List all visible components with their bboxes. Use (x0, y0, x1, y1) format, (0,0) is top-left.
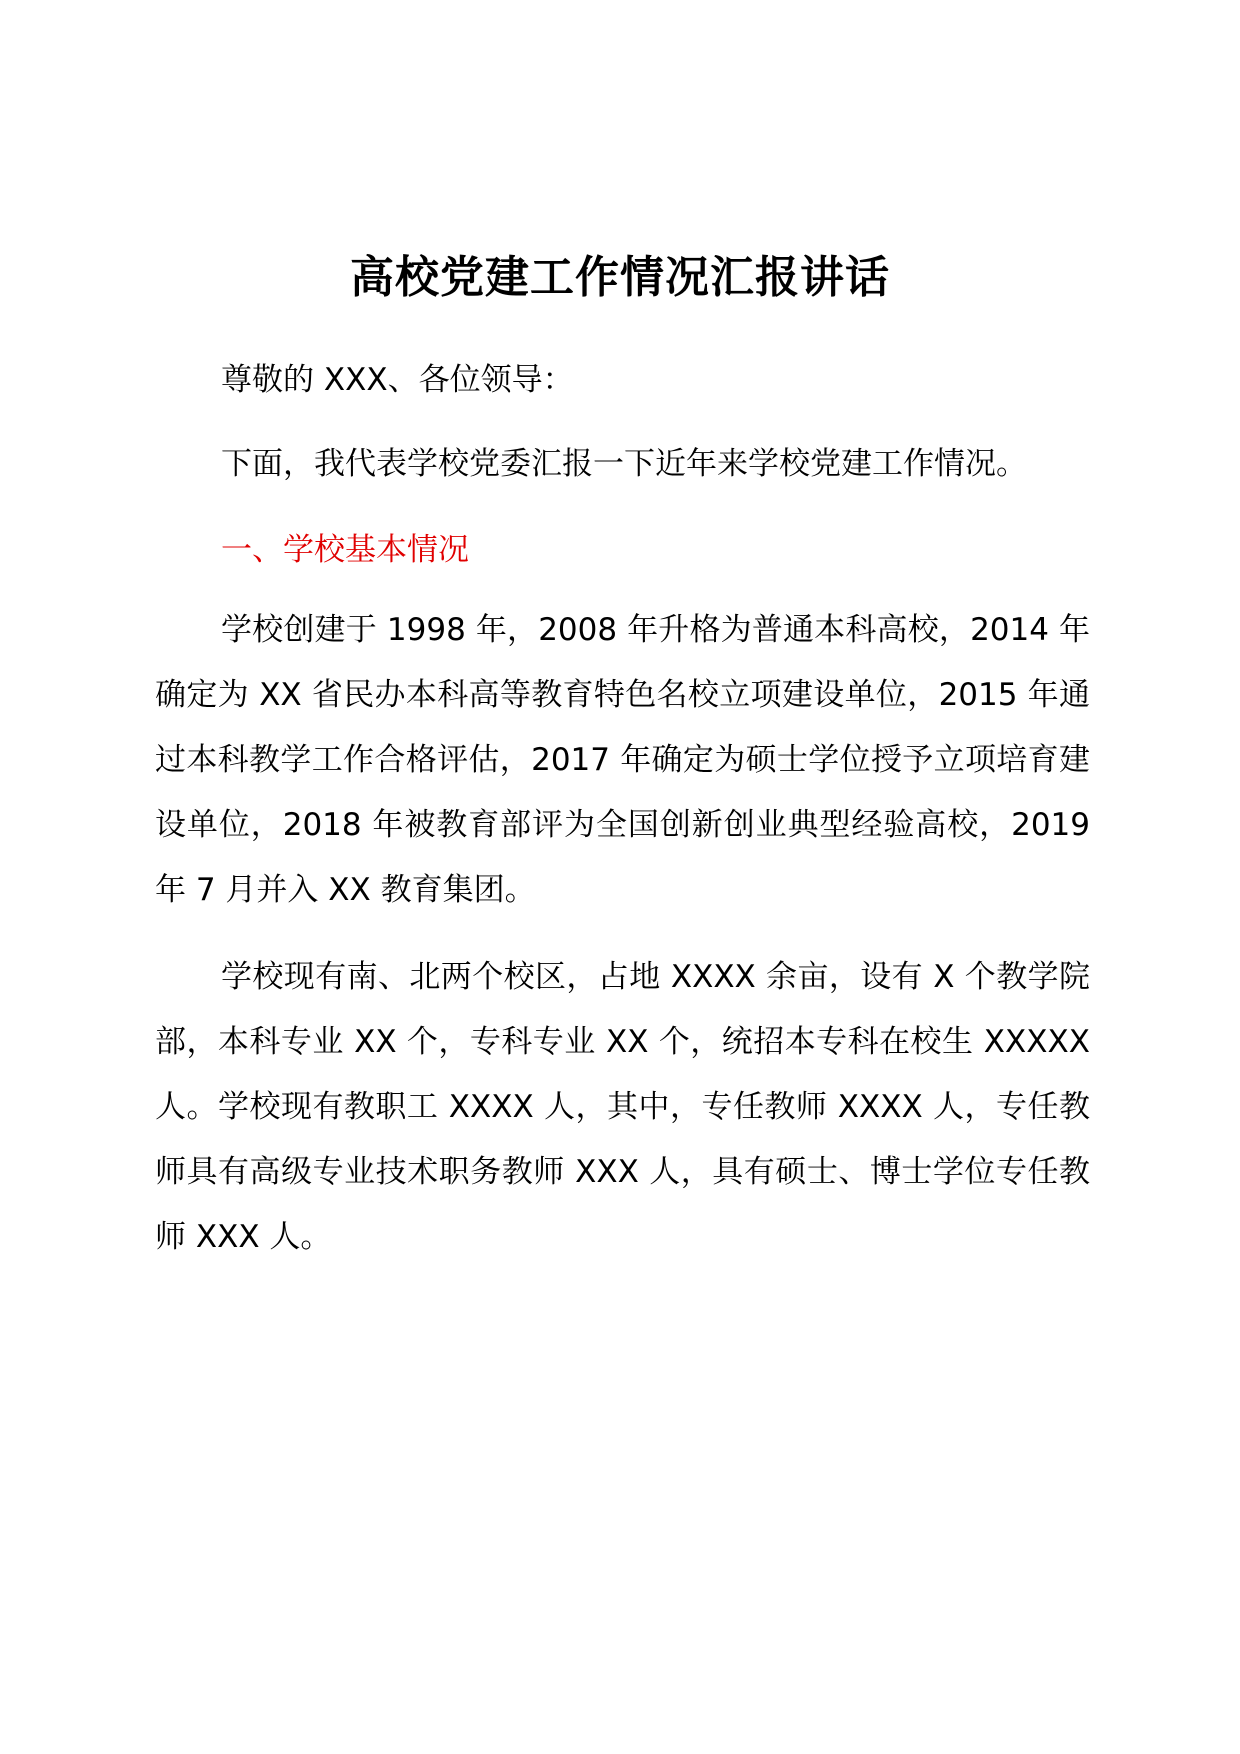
paragraph-school-facts: 学校现有南、北两个校区，占地 XXXX 余亩，设有 X 个教学院部，本科专业 XX 个，专科专业 XX 个，统招本专科在校生 XXXXX 人。学校现有教职工 XXXX 人，其中，专任教师 XXXX 人，专任教师具有高级专业技术职务教师 XXX 人，具有硕士、博士学位专任教师 XXX 人。 (155, 959, 1090, 1255)
document-title: 高校党建工作情况汇报讲话 (350, 252, 890, 303)
paragraph-school-history: 学校创建于 1998 年，2008 年升格为普通本科高校，2014 年确定为 XX 省民办本科高等教育特色名校立项建设单位，2015 年通过本科教学工作合格评估，2017 年确定为硕士学位授予立项培育建设单位，2018 年被教育部评为全国创新创业典型经验高校，2019 年 7 月并入 XX 教育集团。 (155, 612, 1090, 908)
section-heading: 一、学校基本情况 (221, 532, 469, 568)
intro-paragraph: 下面，我代表学校党委汇报一下近年来学校党建工作情况。 (221, 446, 1027, 482)
salutation: 尊敬的 XXX、各位领导： (221, 362, 574, 398)
